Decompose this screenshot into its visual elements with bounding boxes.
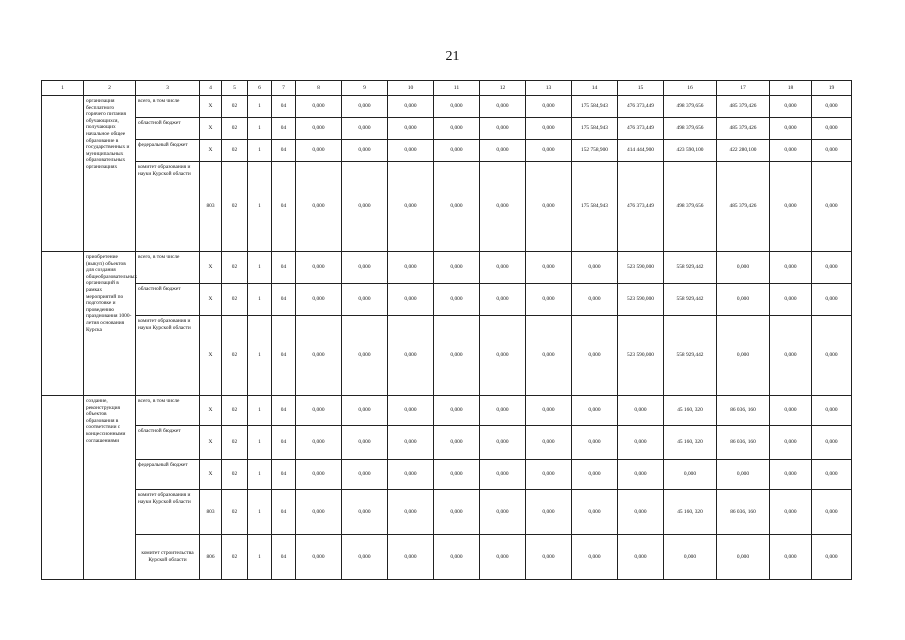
pr-cell: 1 bbox=[248, 140, 272, 162]
block-number-cell bbox=[42, 396, 84, 580]
value-cell: 0,000 bbox=[770, 316, 812, 396]
value-cell: 0,000 bbox=[434, 162, 480, 252]
value-cell: 0,000 bbox=[296, 490, 342, 535]
value-cell: 0,000 bbox=[388, 490, 434, 535]
value-cell: 423 590,100 bbox=[664, 140, 717, 162]
value-cell: 0,000 bbox=[388, 426, 434, 460]
table-row bbox=[42, 426, 852, 460]
value-cell: 0,000 bbox=[296, 140, 342, 162]
grbs-cell: X bbox=[200, 316, 222, 396]
cs-cell: 04 bbox=[272, 140, 296, 162]
value-cell: 0,000 bbox=[296, 252, 342, 284]
rz-cell: 02 bbox=[222, 96, 248, 118]
value-cell: 0,000 bbox=[526, 535, 572, 580]
block-name-cell: организация бесплатного горячего питания обучающихся, получающих начальное общее образование в государственных и муниципальных образовательных организациях bbox=[84, 96, 136, 252]
value-cell: 558 929,442 bbox=[664, 316, 717, 396]
value-cell: 0,000 bbox=[770, 140, 812, 162]
value-cell: 0,000 bbox=[717, 460, 770, 490]
value-cell: 86 036, 160 bbox=[717, 396, 770, 426]
header-cell: 18 bbox=[770, 81, 812, 96]
value-cell: 0,000 bbox=[526, 396, 572, 426]
header-cell: 17 bbox=[717, 81, 770, 96]
value-cell: 0,000 bbox=[526, 460, 572, 490]
value-cell: 0,000 bbox=[434, 96, 480, 118]
header-cell: 6 bbox=[248, 81, 272, 96]
value-cell: 0,000 bbox=[526, 96, 572, 118]
value-cell: 476 373,449 bbox=[618, 96, 664, 118]
value-cell: 175 584,943 bbox=[572, 118, 618, 140]
table-row bbox=[42, 396, 852, 426]
value-cell: 0,000 bbox=[572, 252, 618, 284]
value-cell: 0,000 bbox=[770, 535, 812, 580]
value-cell: 0,000 bbox=[618, 426, 664, 460]
value-cell: 0,000 bbox=[296, 162, 342, 252]
rz-cell: 02 bbox=[222, 490, 248, 535]
value-cell: 0,000 bbox=[770, 252, 812, 284]
value-cell: 0,000 bbox=[480, 426, 526, 460]
value-cell: 0,000 bbox=[526, 490, 572, 535]
value-cell: 0,000 bbox=[770, 396, 812, 426]
value-cell: 0,000 bbox=[342, 162, 388, 252]
table-row bbox=[42, 316, 852, 396]
value-cell: 0,000 bbox=[388, 460, 434, 490]
value-cell: 0,000 bbox=[342, 460, 388, 490]
value-cell: 0,000 bbox=[480, 96, 526, 118]
value-cell: 0,000 bbox=[388, 284, 434, 316]
funding-source-cell: областной бюджет bbox=[136, 426, 200, 460]
page-number: 21 bbox=[445, 49, 460, 64]
value-cell: 0,000 bbox=[717, 252, 770, 284]
cs-cell: 04 bbox=[272, 535, 296, 580]
header-cell: 2 bbox=[84, 81, 136, 96]
value-cell: 0,000 bbox=[572, 490, 618, 535]
value-cell: 485 379,426 bbox=[717, 162, 770, 252]
value-cell: 0,000 bbox=[480, 490, 526, 535]
value-cell: 0,000 bbox=[770, 284, 812, 316]
grbs-cell: X bbox=[200, 460, 222, 490]
funding-source-cell: областной бюджет bbox=[136, 284, 200, 316]
value-cell: 523 590,000 bbox=[618, 316, 664, 396]
value-cell: 0,000 bbox=[342, 284, 388, 316]
grbs-cell: X bbox=[200, 96, 222, 118]
value-cell: 0,000 bbox=[526, 252, 572, 284]
cs-cell: 04 bbox=[272, 162, 296, 252]
value-cell: 0,000 bbox=[434, 535, 480, 580]
table-row bbox=[42, 118, 852, 140]
rz-cell: 02 bbox=[222, 284, 248, 316]
value-cell: 0,000 bbox=[572, 460, 618, 490]
value-cell: 0,000 bbox=[480, 284, 526, 316]
value-cell: 0,000 bbox=[342, 252, 388, 284]
table-row bbox=[42, 284, 852, 316]
value-cell: 0,000 bbox=[572, 284, 618, 316]
value-cell: 45 160, 320 bbox=[664, 396, 717, 426]
value-cell: 0,000 bbox=[342, 140, 388, 162]
value-cell: 0,000 bbox=[480, 316, 526, 396]
value-cell: 0,000 bbox=[812, 316, 852, 396]
grbs-cell: X bbox=[200, 396, 222, 426]
grbs-cell: 803 bbox=[200, 490, 222, 535]
funding-source-cell: федеральный бюджет bbox=[136, 140, 200, 162]
value-cell: 0,000 bbox=[480, 535, 526, 580]
value-cell: 86 036, 160 bbox=[717, 426, 770, 460]
value-cell: 0,000 bbox=[812, 535, 852, 580]
table-row bbox=[42, 490, 852, 535]
value-cell: 0,000 bbox=[618, 490, 664, 535]
value-cell: 0,000 bbox=[434, 140, 480, 162]
value-cell: 0,000 bbox=[296, 316, 342, 396]
value-cell: 0,000 bbox=[480, 162, 526, 252]
rz-cell: 02 bbox=[222, 316, 248, 396]
rz-cell: 02 bbox=[222, 426, 248, 460]
value-cell: 0,000 bbox=[526, 118, 572, 140]
value-cell: 485 379,426 bbox=[717, 96, 770, 118]
value-cell: 0,000 bbox=[770, 490, 812, 535]
value-cell: 0,000 bbox=[296, 284, 342, 316]
value-cell: 0,000 bbox=[296, 396, 342, 426]
value-cell: 0,000 bbox=[434, 426, 480, 460]
rz-cell: 02 bbox=[222, 252, 248, 284]
value-cell: 0,000 bbox=[618, 396, 664, 426]
value-cell: 0,000 bbox=[388, 535, 434, 580]
funding-source-cell: комитет строительства Курской области bbox=[136, 535, 200, 580]
value-cell: 523 590,000 bbox=[618, 252, 664, 284]
pr-cell: 1 bbox=[248, 316, 272, 396]
value-cell: 86 036, 160 bbox=[717, 490, 770, 535]
value-cell: 0,000 bbox=[480, 252, 526, 284]
rz-cell: 02 bbox=[222, 460, 248, 490]
funding-source-cell: областной бюджет bbox=[136, 118, 200, 140]
value-cell: 0,000 bbox=[664, 460, 717, 490]
value-cell: 0,000 bbox=[717, 535, 770, 580]
value-cell: 0,000 bbox=[664, 535, 717, 580]
grbs-cell: X bbox=[200, 426, 222, 460]
value-cell: 0,000 bbox=[812, 162, 852, 252]
value-cell: 558 929,442 bbox=[664, 252, 717, 284]
value-cell: 0,000 bbox=[342, 118, 388, 140]
header-cell: 7 bbox=[272, 81, 296, 96]
value-cell: 45 160, 320 bbox=[664, 490, 717, 535]
value-cell: 0,000 bbox=[812, 96, 852, 118]
cs-cell: 04 bbox=[272, 460, 296, 490]
value-cell: 0,000 bbox=[434, 118, 480, 140]
funding-source-cell: комитет образования и науки Курской области bbox=[136, 490, 200, 535]
pr-cell: 1 bbox=[248, 535, 272, 580]
value-cell: 0,000 bbox=[388, 96, 434, 118]
cs-cell: 04 bbox=[272, 426, 296, 460]
header-cell: 9 bbox=[342, 81, 388, 96]
header-cell: 8 bbox=[296, 81, 342, 96]
value-cell: 0,000 bbox=[618, 535, 664, 580]
rz-cell: 02 bbox=[222, 162, 248, 252]
header-cell: 19 bbox=[812, 81, 852, 96]
budget-table bbox=[41, 80, 852, 580]
header-row bbox=[42, 81, 852, 96]
value-cell: 175 584,943 bbox=[572, 96, 618, 118]
value-cell: 0,000 bbox=[296, 118, 342, 140]
value-cell: 0,000 bbox=[296, 96, 342, 118]
funding-source-cell: комитет образования и науки Курской области bbox=[136, 162, 200, 252]
rz-cell: 02 bbox=[222, 118, 248, 140]
value-cell: 0,000 bbox=[342, 490, 388, 535]
value-cell: 0,000 bbox=[480, 140, 526, 162]
value-cell: 485 379,426 bbox=[717, 118, 770, 140]
pr-cell: 1 bbox=[248, 252, 272, 284]
cs-cell: 04 bbox=[272, 252, 296, 284]
value-cell: 0,000 bbox=[812, 396, 852, 426]
funding-source-cell: федеральный бюджет bbox=[136, 460, 200, 490]
cs-cell: 04 bbox=[272, 96, 296, 118]
value-cell: 0,000 bbox=[770, 162, 812, 252]
block-name-cell: приобретение (выкуп) объектов для создания общеобразовательных организаций в рамках мероприятий по подготовке и проведению празднования 1000-летия основания Курска bbox=[84, 252, 136, 396]
rz-cell: 02 bbox=[222, 140, 248, 162]
value-cell: 0,000 bbox=[770, 426, 812, 460]
value-cell: 0,000 bbox=[480, 460, 526, 490]
block-name-cell: создание, реконструкция объектов образования в соответствии с концессионными соглашениями bbox=[84, 396, 136, 580]
value-cell: 0,000 bbox=[342, 396, 388, 426]
value-cell: 0,000 bbox=[434, 284, 480, 316]
grbs-cell: X bbox=[200, 284, 222, 316]
funding-source-cell: всего, в том числе bbox=[136, 96, 200, 118]
pr-cell: 1 bbox=[248, 284, 272, 316]
value-cell: 0,000 bbox=[572, 316, 618, 396]
value-cell: 0,000 bbox=[388, 396, 434, 426]
header-cell: 3 bbox=[136, 81, 200, 96]
value-cell: 0,000 bbox=[572, 396, 618, 426]
value-cell: 0,000 bbox=[526, 140, 572, 162]
value-cell: 0,000 bbox=[717, 316, 770, 396]
rz-cell: 02 bbox=[222, 535, 248, 580]
value-cell: 0,000 bbox=[296, 426, 342, 460]
pr-cell: 1 bbox=[248, 162, 272, 252]
value-cell: 498 379,656 bbox=[664, 162, 717, 252]
value-cell: 0,000 bbox=[526, 316, 572, 396]
value-cell: 0,000 bbox=[572, 426, 618, 460]
value-cell: 0,000 bbox=[526, 284, 572, 316]
value-cell: 175 584,943 bbox=[572, 162, 618, 252]
value-cell: 0,000 bbox=[572, 535, 618, 580]
table-row bbox=[42, 535, 852, 580]
value-cell: 0,000 bbox=[434, 316, 480, 396]
value-cell: 476 373,449 bbox=[618, 162, 664, 252]
value-cell: 0,000 bbox=[812, 284, 852, 316]
header-cell: 16 bbox=[664, 81, 717, 96]
value-cell: 0,000 bbox=[342, 535, 388, 580]
value-cell: 0,000 bbox=[342, 426, 388, 460]
table-row bbox=[42, 460, 852, 490]
value-cell: 0,000 bbox=[296, 460, 342, 490]
block-number-cell bbox=[42, 252, 84, 396]
value-cell: 0,000 bbox=[388, 140, 434, 162]
pr-cell: 1 bbox=[248, 396, 272, 426]
funding-source-cell: комитет образования и науки Курской области bbox=[136, 316, 200, 396]
value-cell: 476 373,449 bbox=[618, 118, 664, 140]
block-number-cell bbox=[42, 96, 84, 252]
grbs-cell: X bbox=[200, 140, 222, 162]
value-cell: 498 379,656 bbox=[664, 118, 717, 140]
grbs-cell: 806 bbox=[200, 535, 222, 580]
header-cell: 13 bbox=[526, 81, 572, 96]
cs-cell: 04 bbox=[272, 490, 296, 535]
value-cell: 0,000 bbox=[812, 490, 852, 535]
pr-cell: 1 bbox=[248, 490, 272, 535]
header-cell: 11 bbox=[434, 81, 480, 96]
pr-cell: 1 bbox=[248, 96, 272, 118]
value-cell: 0,000 bbox=[388, 316, 434, 396]
value-cell: 0,000 bbox=[342, 316, 388, 396]
value-cell: 0,000 bbox=[770, 118, 812, 140]
table-row bbox=[42, 162, 852, 252]
value-cell: 0,000 bbox=[296, 535, 342, 580]
grbs-cell: X bbox=[200, 252, 222, 284]
value-cell: 0,000 bbox=[480, 118, 526, 140]
value-cell: 0,000 bbox=[342, 96, 388, 118]
header-cell: 15 bbox=[618, 81, 664, 96]
value-cell: 0,000 bbox=[717, 284, 770, 316]
pr-cell: 1 bbox=[248, 426, 272, 460]
value-cell: 523 590,000 bbox=[618, 284, 664, 316]
cs-cell: 04 bbox=[272, 118, 296, 140]
value-cell: 0,000 bbox=[434, 252, 480, 284]
grbs-cell: 803 bbox=[200, 162, 222, 252]
value-cell: 0,000 bbox=[388, 118, 434, 140]
header-cell: 5 bbox=[222, 81, 248, 96]
header-cell: 4 bbox=[200, 81, 222, 96]
table-row bbox=[42, 252, 852, 284]
value-cell: 0,000 bbox=[388, 162, 434, 252]
value-cell: 0,000 bbox=[770, 96, 812, 118]
cs-cell: 04 bbox=[272, 396, 296, 426]
table-row bbox=[42, 96, 852, 118]
pr-cell: 1 bbox=[248, 460, 272, 490]
value-cell: 0,000 bbox=[618, 460, 664, 490]
value-cell: 0,000 bbox=[812, 460, 852, 490]
header-cell: 14 bbox=[572, 81, 618, 96]
value-cell: 414 444,900 bbox=[618, 140, 664, 162]
value-cell: 498 379,656 bbox=[664, 96, 717, 118]
value-cell: 422 280,100 bbox=[717, 140, 770, 162]
cs-cell: 04 bbox=[272, 316, 296, 396]
value-cell: 0,000 bbox=[388, 252, 434, 284]
header-cell: 12 bbox=[480, 81, 526, 96]
header-cell: 1 bbox=[42, 81, 84, 96]
table-row bbox=[42, 140, 852, 162]
pr-cell: 1 bbox=[248, 118, 272, 140]
header-cell: 10 bbox=[388, 81, 434, 96]
value-cell: 0,000 bbox=[526, 162, 572, 252]
value-cell: 45 160, 320 bbox=[664, 426, 717, 460]
value-cell: 0,000 bbox=[770, 460, 812, 490]
rz-cell: 02 bbox=[222, 396, 248, 426]
value-cell: 152 758,900 bbox=[572, 140, 618, 162]
funding-source-cell: всего, в том числе bbox=[136, 252, 200, 284]
value-cell: 0,000 bbox=[812, 140, 852, 162]
value-cell: 0,000 bbox=[812, 426, 852, 460]
value-cell: 0,000 bbox=[480, 396, 526, 426]
value-cell: 0,000 bbox=[526, 426, 572, 460]
value-cell: 0,000 bbox=[812, 118, 852, 140]
funding-source-cell: всего, в том числе bbox=[136, 396, 200, 426]
grbs-cell: X bbox=[200, 118, 222, 140]
value-cell: 0,000 bbox=[434, 460, 480, 490]
value-cell: 558 929,442 bbox=[664, 284, 717, 316]
value-cell: 0,000 bbox=[434, 490, 480, 535]
value-cell: 0,000 bbox=[434, 396, 480, 426]
cs-cell: 04 bbox=[272, 284, 296, 316]
value-cell: 0,000 bbox=[812, 252, 852, 284]
